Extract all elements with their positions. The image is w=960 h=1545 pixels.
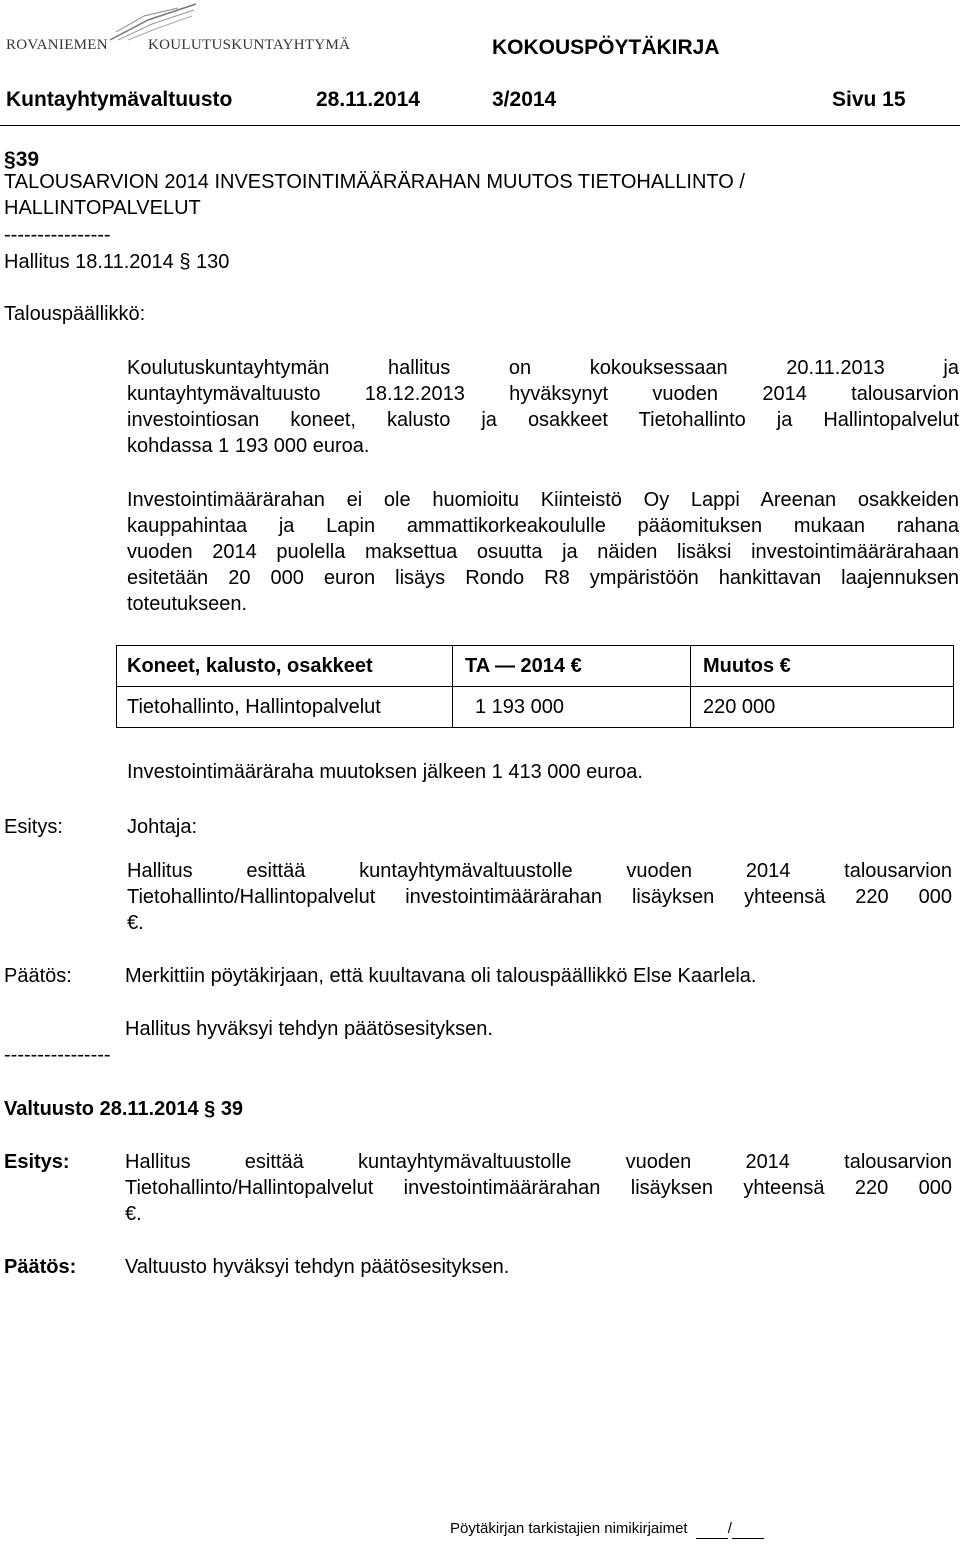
johtaja-label: Johtaja:	[127, 816, 198, 838]
valtuusto-heading: Valtuusto 28.11.2014 § 39	[4, 1098, 244, 1120]
valtuusto-esitys-label: Esitys:	[4, 1151, 70, 1173]
meeting-body: Kuntayhtymävaltuusto	[6, 88, 233, 111]
after-change-text: Investointimääräraha muutoksen jälkeen 1 413 000 euroa.	[127, 761, 643, 783]
valtuusto-proposal-text: Hallitus esittää kuntayhtymävaltuustolle vuoden 2014 talousarvion Tietohallinto/Hallintopalvelut investointimäärärahan lisäyksen yhteensä 220 000 €.	[125, 1151, 952, 1225]
table-cell: 220 000	[691, 687, 954, 728]
paragraph-mark: §	[204, 1098, 216, 1120]
section-number: 39	[15, 148, 40, 171]
table-row	[117, 687, 954, 728]
section-title-2: HALLINTOPALVELUT	[4, 197, 201, 219]
table-cell: Tietohallinto, Hallintopalvelut	[117, 687, 453, 728]
esitys-label: Esitys:	[4, 816, 63, 838]
euro-symbol: €	[779, 655, 791, 677]
header-divider	[0, 125, 960, 126]
budget-table	[116, 645, 954, 728]
initials-line-1[interactable]	[696, 1520, 728, 1539]
proposal-text: Hallitus esittää kuntayhtymävaltuustolle vuoden 2014 talousarvion Tietohallinto/Hallintopalvelut investointimäärärahan lisäyksen yhteensä 220 000 €.	[127, 860, 952, 934]
section-title-1: TALOUSARVION 2014 INVESTOINTIMÄÄRÄRAHAN MUUTOS TIETOHALLINTO /	[4, 171, 745, 193]
paragraph-1: Koulutuskuntayhtymän hallitus on kokouksessaan 20.11.2013 ja kuntayhtymävaltuusto 18.12.2013 hyväksynyt vuoden 2014 talousarvion investointiosan koneet, kalusto ja osakkeet Tietohallinto ja Hallintopalvelut kohdassa 1 193 000 euroa.	[127, 357, 959, 457]
paatos-text-1: Merkittiin pöytäkirjaan, että kuultavana oli talouspäällikkö Else Kaarlela.	[125, 965, 757, 987]
page-number: Sivu 15	[832, 88, 906, 111]
valtuusto-paatos-text: Valtuusto hyväksyi tehdyn päätösesityksen.	[125, 1256, 510, 1278]
footer-slash: /	[727, 1520, 732, 1537]
table-header-row	[117, 646, 954, 687]
initials-line-2[interactable]	[732, 1520, 764, 1539]
meeting-date: 28.11.2014	[316, 88, 420, 111]
org-name-left: ROVANIEMEN	[6, 37, 108, 53]
section-separator-2: ----------------	[4, 1044, 111, 1066]
table-header-cell: TA — 2014 €	[453, 646, 691, 687]
table-cell: 1 193 000	[453, 687, 691, 728]
section-mark: §	[4, 148, 16, 171]
paatos-label: Päätös:	[4, 965, 72, 987]
hallitus-reference: Hallitus 18.11.2014 § 130	[4, 251, 230, 273]
paatos-text-2: Hallitus hyväksyi tehdyn päätösesityksen.	[125, 1018, 493, 1040]
valtuusto-paatos-label: Päätös:	[4, 1256, 77, 1278]
meeting-number: 3/2014	[492, 88, 557, 111]
section-separator: ----------------	[4, 224, 111, 246]
paragraph-mark: §	[179, 251, 191, 273]
footer	[450, 1520, 764, 1539]
org-name-right: KOULUTUSKUNTAYHTYMÄ	[148, 37, 351, 53]
footer-text: Pöytäkirjan tarkistajien nimikirjaimet	[450, 1520, 688, 1537]
table-header-cell: Muutos €	[691, 646, 954, 687]
euro-symbol: €	[570, 655, 582, 677]
table-header-cell: Koneet, kalusto, osakkeet	[117, 646, 453, 687]
doc-type: KOKOUSPÖYTÄKIRJA	[492, 36, 720, 59]
talouspaallikko-label: Talouspäällikkö:	[4, 303, 146, 325]
paragraph-2: Investointimäärärahan ei ole huomioitu Kiinteistö Oy Lappi Areenan osakkeiden kauppahintaa ja Lapin ammattikorkeakoululle pääomituksen mukaan rahana vuoden 2014 puolella maksettua osuutta ja näiden lisäksi investointimäärärahaan esitetään 20 000 euron lisäys Rondo R8 ympäristöön hankittavan laajennuksen toteutukseen.	[127, 489, 959, 615]
